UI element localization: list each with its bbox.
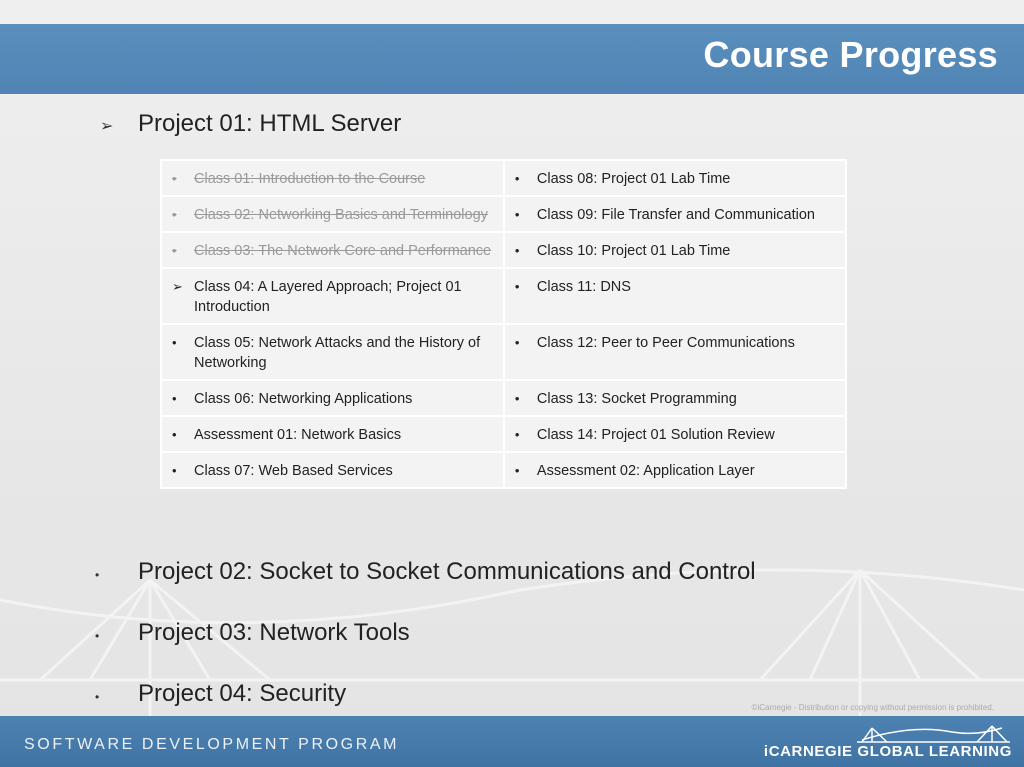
class-item-text: Class 02: Networking Basics and Terminology	[194, 207, 488, 223]
class-item-text: Assessment 01: Network Basics	[194, 427, 402, 443]
class-item-text: Class 03: The Network Core and Performance	[194, 243, 492, 259]
project-label: Project 02: Socket to Socket Communications and Control	[138, 558, 756, 585]
project-list	[95, 558, 756, 741]
project-01-label: Project 01: HTML Server	[138, 110, 402, 137]
bullet-icon: •	[514, 463, 520, 478]
table-cell-right	[504, 160, 846, 196]
arrow-bullet-icon: ➢	[100, 118, 114, 135]
class-item-text: Class 06: Networking Applications	[194, 391, 413, 407]
bullet-icon: •	[172, 391, 177, 406]
title-bar	[0, 24, 1024, 94]
brand-logo-text: iCARNEGIE GLOBAL LEARNING	[763, 743, 1012, 760]
table-row	[161, 196, 846, 232]
bullet-icon: •	[514, 207, 520, 222]
copyright-notice: ©iCarnegie - Distribution or copying without permission is prohibited.	[751, 703, 994, 712]
table-row	[161, 416, 846, 452]
table-cell-right	[504, 324, 846, 380]
table-row	[161, 452, 846, 488]
class-item-text: Class 07: Web Based Services	[194, 463, 393, 479]
class-item-text: Class 13: Socket Programming	[536, 391, 737, 407]
list-item	[95, 558, 756, 619]
table-cell-right	[504, 268, 846, 324]
bullet-icon: •	[172, 171, 177, 186]
bullet-icon: •	[514, 391, 520, 406]
table-cell-right	[504, 380, 846, 416]
bullet-icon: •	[172, 243, 177, 258]
table-cell-left	[161, 232, 504, 268]
table-cell-right	[504, 452, 846, 488]
footer-bar	[0, 716, 1024, 767]
class-item-text: Class 08: Project 01 Lab Time	[536, 171, 731, 187]
bullet-icon: •	[95, 568, 100, 582]
table-cell-left	[161, 452, 504, 488]
class-schedule-table	[160, 159, 847, 489]
class-item-text: Class 01: Introduction to the Course	[194, 171, 426, 187]
table-row	[161, 324, 846, 380]
table-row	[161, 160, 846, 196]
bullet-icon: •	[514, 427, 520, 442]
class-item-text: Class 10: Project 01 Lab Time	[536, 243, 731, 259]
class-item-text: Class 12: Peer to Peer Communications	[536, 335, 795, 351]
table-cell-left	[161, 268, 504, 324]
project-01-heading	[100, 110, 401, 138]
bullet-icon: •	[172, 463, 177, 478]
program-name: SOFTWARE DEVELOPMENT PROGRAM	[24, 736, 400, 753]
bullet-icon: •	[172, 427, 177, 442]
table-cell-left	[161, 380, 504, 416]
bullet-icon: •	[95, 690, 100, 704]
page-title: Course Progress	[703, 34, 998, 75]
table-cell-right	[504, 416, 846, 452]
table-cell-right	[504, 196, 846, 232]
class-item-text: Class 05: Network Attacks and the History of Networking	[194, 335, 481, 371]
list-item	[95, 619, 756, 680]
table-cell-left	[161, 160, 504, 196]
bullet-icon: •	[514, 279, 520, 294]
table-cell-left	[161, 196, 504, 232]
bullet-icon: •	[514, 243, 520, 258]
class-item-text: Class 14: Project 01 Solution Review	[536, 427, 775, 443]
class-item-text: Assessment 02: Application Layer	[536, 463, 755, 479]
bullet-icon: •	[514, 171, 520, 186]
table-cell-left	[161, 324, 504, 380]
arrow-bullet-icon: ➢	[172, 279, 183, 294]
bullet-icon: •	[172, 207, 177, 222]
table-row	[161, 268, 846, 324]
class-item-text: Class 09: File Transfer and Communication	[536, 207, 815, 223]
project-label: Project 04: Security	[138, 680, 347, 707]
bullet-icon: •	[514, 335, 520, 350]
table-row	[161, 232, 846, 268]
class-item-text: Class 11: DNS	[536, 279, 631, 295]
table-cell-left	[161, 416, 504, 452]
table-row	[161, 380, 846, 416]
bullet-icon: •	[172, 335, 177, 350]
project-label: Project 03: Network Tools	[138, 619, 410, 646]
table-cell-right	[504, 232, 846, 268]
bullet-icon: •	[95, 629, 100, 643]
class-item-text: Class 04: A Layered Approach; Project 01 Introduction	[194, 279, 462, 315]
